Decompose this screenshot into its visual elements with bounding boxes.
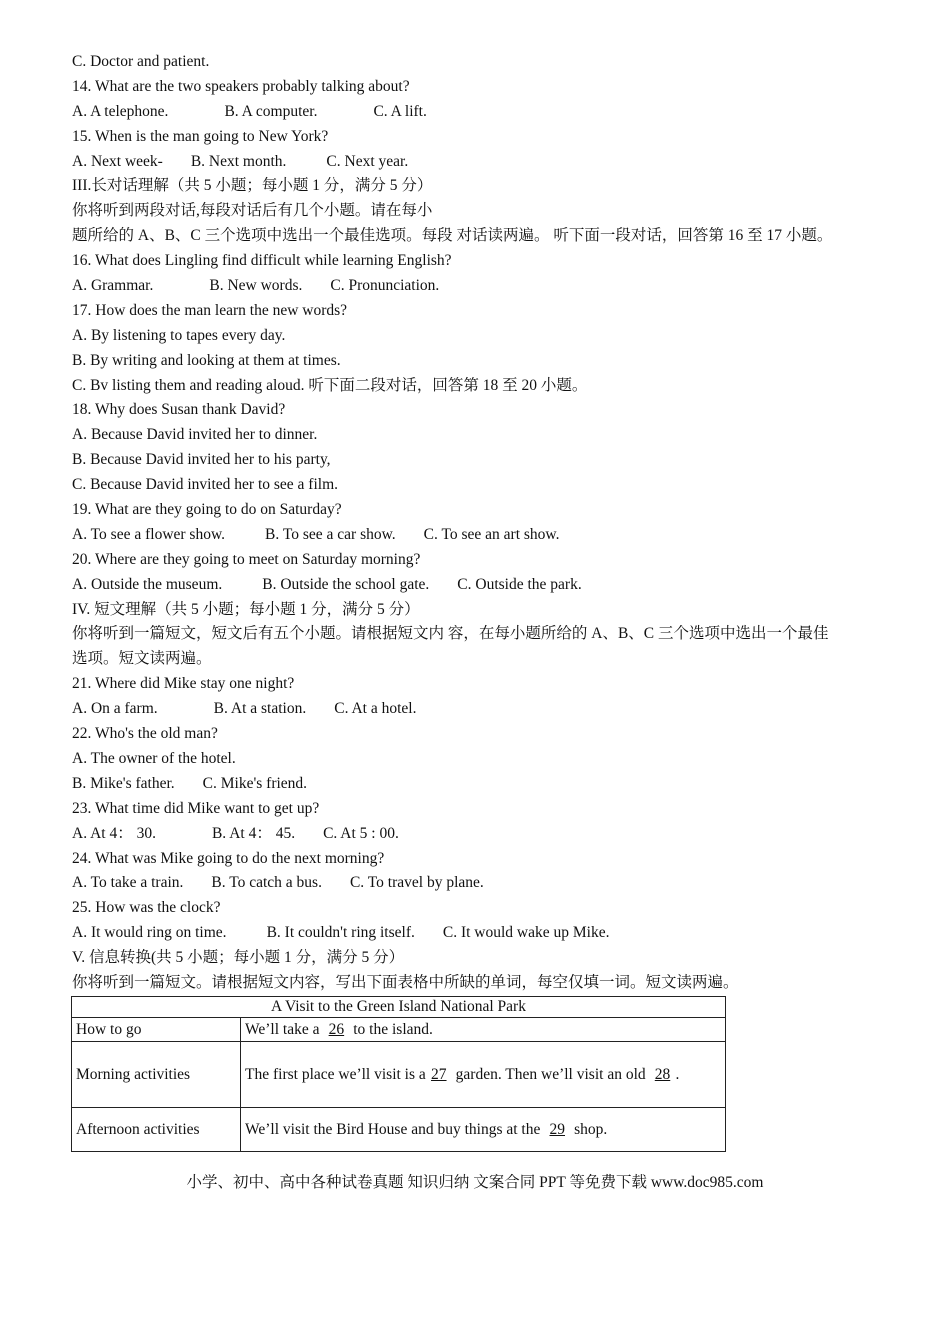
option-b: B. Because David invited her to his party,: [72, 451, 331, 469]
option-a: A. By listening to tapes every day.: [72, 326, 286, 344]
question-24: 24. What was Mike going to do the next morning?: [72, 849, 385, 867]
table-row: [72, 1018, 726, 1042]
option-a: A. To take a train.: [72, 874, 184, 892]
options-16: [72, 274, 902, 299]
question-22: 22. Who's the old man?: [72, 725, 218, 743]
row-content: [241, 1018, 726, 1042]
option-b: B. New words.: [209, 277, 303, 295]
option-a: A. It would ring on time.: [72, 924, 227, 942]
option-a: A. At 4： 30.: [72, 824, 156, 842]
text-line: C. Doctor and patient.: [72, 53, 210, 70]
options-19: [72, 523, 902, 548]
question-17: 17. How does the man learn the new words?: [72, 301, 348, 319]
row-label: How to go: [72, 1018, 241, 1042]
options-23: [72, 822, 902, 847]
options-22: [72, 772, 902, 797]
table-title: A Visit to the Green Island National Park: [72, 997, 726, 1018]
option-a: A. The owner of the hotel.: [72, 749, 236, 767]
question-25: 25. How was the clock?: [72, 899, 221, 917]
option-c: C. Mike's friend.: [202, 774, 308, 792]
section-iii-instructions: 你将听到两段对话,每段对话后有几个小题。请在每小: [72, 202, 433, 220]
option-b: B. To catch a bus.: [211, 874, 322, 892]
options-15: [72, 150, 902, 175]
option-c: C. Outside the park.: [457, 575, 582, 593]
option-c: C. Pronunciation.: [330, 277, 440, 295]
question-16: 16. What does Lingling find difficult while learning English?: [72, 252, 452, 270]
text-pre: We’ll take a: [245, 1020, 324, 1038]
section-v-instructions: 你将听到一篇短文。请根据短文内容，写出下面表格中所缺的单词，每空仅填一词。短文读两遍。: [72, 973, 739, 991]
page-footer: 小学、初中、高中各种试卷真题 知识归纳 文案合同 PPT 等免费下载 www.doc985.com: [186, 1174, 764, 1191]
question-15: 15. When is the man going to New York?: [72, 127, 329, 145]
text-post: .: [675, 1065, 680, 1083]
section-iii-heading: III.长对话理解（共 5 小题；每小题 1 分，满分 5 分）: [72, 177, 433, 195]
option-b: B. Mike's father.: [72, 774, 175, 792]
section-iv-instructions: 你将听到一篇短文，短文后有五个小题。请根据短文内 容，在每小题所给的 A、B、C 三个选项中选出一个最佳: [72, 625, 829, 643]
option-a: A. Outside the museum.: [72, 575, 223, 593]
text-post: shop.: [570, 1120, 608, 1138]
option-b: B. A computer.: [224, 102, 318, 120]
option-a: A. A telephone.: [72, 102, 169, 120]
option-b: B. It couldn't ring itself.: [266, 924, 415, 942]
row-label: Morning activities: [72, 1042, 241, 1108]
options-20: [72, 573, 902, 598]
option-b: B. Next month.: [190, 152, 287, 170]
options-21: [72, 697, 902, 722]
option-a: A. On a farm.: [72, 700, 158, 718]
option-c: C. Bv listing them and reading aloud. 听下面二段对话，回答第 18 至 20 小题。: [72, 376, 588, 394]
option-b: B. At a station.: [213, 700, 307, 718]
option-b: B. Outside the school gate.: [262, 575, 430, 593]
option-c: C. Because David invited her to see a film.: [72, 476, 339, 494]
row-content: [241, 1042, 726, 1108]
table-row: [72, 1042, 726, 1108]
option-c: C. At 5 : 00.: [323, 824, 399, 842]
blank-29: 29: [549, 1120, 565, 1138]
row-content: [241, 1108, 726, 1152]
option-a: A. Grammar.: [72, 277, 154, 295]
text-pre: The first place we’ll visit is a: [245, 1065, 426, 1083]
text-pre: We’ll visit the Bird House and buy things at the: [245, 1120, 545, 1138]
option-b: B. At 4： 45.: [211, 824, 296, 842]
row-label: Afternoon activities: [72, 1108, 241, 1152]
question-20: 20. Where are they going to meet on Saturday morning?: [72, 550, 421, 568]
section-iv-heading: IV. 短文理解（共 5 小题；每小题 1 分，满分 5 分）: [72, 600, 420, 618]
option-c: C. Next year.: [326, 152, 409, 170]
option-c: C. To see an art show.: [423, 525, 560, 543]
section-iii-instructions-2: 题所给的 A、B、C 三个选项中选出一个最佳选项。每段 对话读两遍。 听下面一段对话，回答第 16 至 17 小题。: [72, 227, 833, 245]
option-a: A. Because David invited her to dinner.: [72, 426, 318, 444]
option-c: C. It would wake up Mike.: [442, 924, 610, 942]
section-iv-instructions-2: 选项。短文读两遍。: [72, 650, 212, 668]
options-25: [72, 921, 902, 946]
document-body: [72, 50, 902, 996]
question-23: 23. What time did Mike want to get up?: [72, 799, 320, 817]
option-c: C. To travel by plane.: [349, 874, 484, 892]
question-18: 18. Why does Susan thank David?: [72, 401, 286, 419]
blank-28: 28: [654, 1065, 671, 1083]
question-14: 14. What are the two speakers probably talking about?: [72, 77, 410, 95]
option-a: A. Next week-: [72, 152, 163, 170]
text-post: to the island.: [349, 1020, 433, 1038]
option-b: B. To see a car show.: [265, 525, 396, 543]
blank-26: 26: [328, 1020, 345, 1038]
text-mid: garden. Then we’ll visit an old: [451, 1065, 650, 1083]
options-14: [72, 100, 902, 125]
question-21: 21. Where did Mike stay one night?: [72, 675, 295, 693]
question-19: 19. What are they going to do on Saturday?: [72, 501, 342, 519]
option-a: A. To see a flower show.: [72, 525, 226, 543]
section-v-heading: V. 信息转换(共 5 小题；每小题 1 分，满分 5 分）: [72, 949, 405, 967]
option-b: B. By writing and looking at them at times.: [72, 351, 341, 369]
table-row: [72, 1108, 726, 1152]
option-c: C. A lift.: [373, 102, 427, 120]
options-24: [72, 871, 902, 896]
option-c: C. At a hotel.: [334, 700, 417, 718]
info-table: [71, 996, 726, 1152]
blank-27: 27: [431, 1065, 447, 1083]
